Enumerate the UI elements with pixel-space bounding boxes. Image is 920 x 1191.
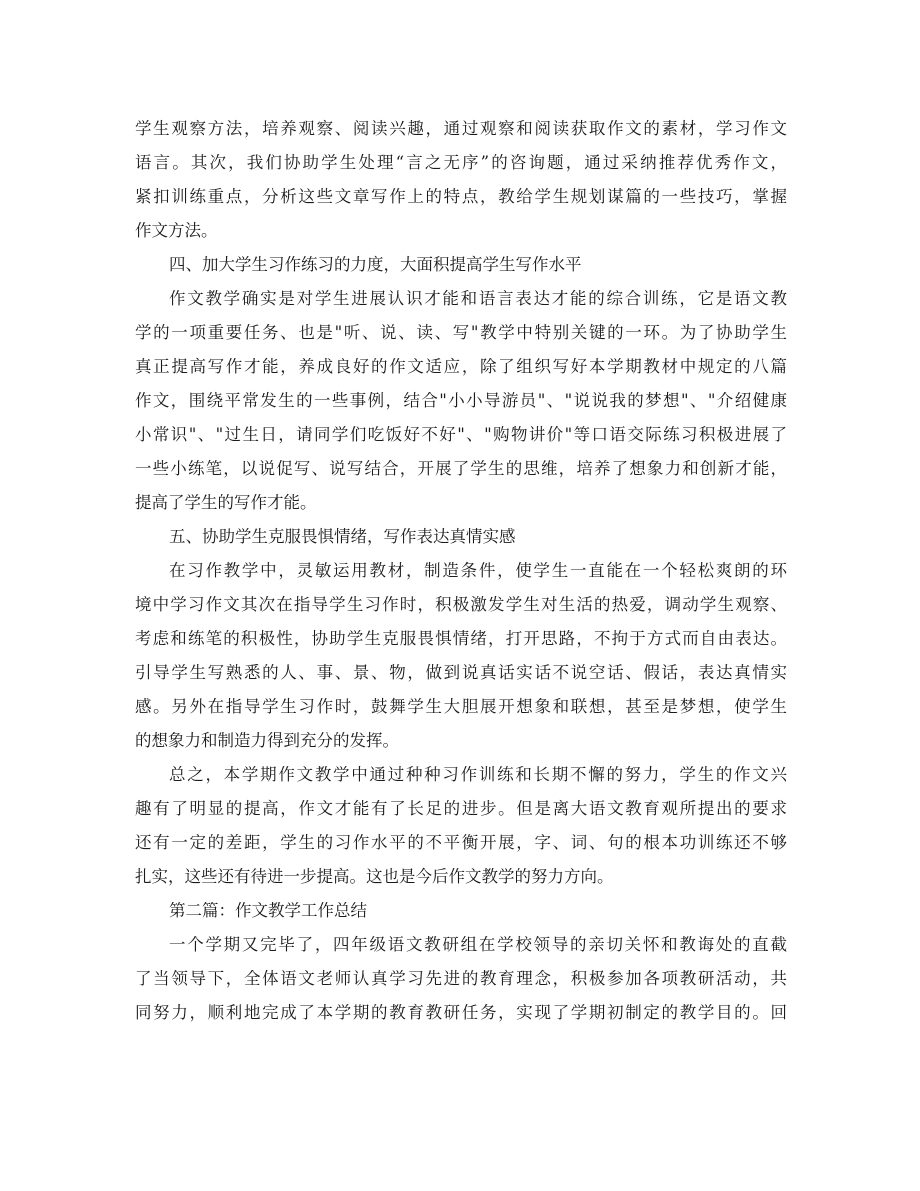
text-line: 的想象力和制造力得到充分的发挥。	[135, 731, 399, 750]
text-line: 感。另外在指导学生习作时，鼓舞学生大胆展开想象和联想，甚至是梦想，使学生	[135, 697, 787, 716]
text-line: 总之，本学期作文教学中通过种种习作训练和长期不懈的努力，学生的作文兴	[169, 765, 787, 784]
text-line: 学的一项重要任务、也是"听、说、读、写"教学中特别关键的一环。为了协助学生	[135, 323, 787, 342]
text-line: 四、加大学生习作练习的力度，大面积提高学生写作水平	[169, 255, 582, 274]
text-line: 在习作教学中，灵敏运用教材，制造条件，使学生一直能在一个轻松爽朗的环	[169, 561, 787, 580]
text-line: 语言。其次，我们协助学生处理“言之无序”的咨询题，通过采纳推荐优秀作文，	[135, 153, 787, 172]
text-line: 学生观察方法，培养观察、阅读兴趣，通过观察和阅读获取作文的素材，学习作文	[135, 119, 787, 138]
text-line: 趣有了明显的提高，作文才能有了长足的进步。但是离大语文教育观所提出的要求	[135, 799, 787, 818]
text-line: 一些小练笔，以说促写、说写结合，开展了学生的思维，培养了想象力和创新才能，	[135, 459, 787, 478]
text-line: 境中学习作文其次在指导学生习作时，积极激发学生对生活的热爱，调动学生观察、	[135, 595, 787, 614]
text-line: 紧扣训练重点，分析这些文章写作上的特点，教给学生规划谋篇的一些技巧，掌握	[135, 187, 787, 206]
text-line: 五、协助学生克服畏惧情绪，写作表达真情实感	[169, 527, 516, 546]
text-line: 作文教学确实是对学生进展认识才能和语言表达才能的综合训练，它是语文教	[169, 289, 787, 308]
text-line: 真正提高写作才能，养成良好的作文适应，除了组织写好本学期教材中规定的八篇	[135, 357, 787, 376]
text-line: 小常识"、"过生日，请同学们吃饭好不好"、"购物讲价"等口语交际练习积极进展了	[135, 425, 787, 444]
text-line: 同努力，顺利地完成了本学期的教育教研任务，实现了学期初制定的教学目的。回	[135, 1003, 787, 1022]
document-body	[135, 112, 787, 1030]
text-line: 第二篇：作文教学工作总结	[169, 901, 367, 920]
text-line: 还有一定的差距，学生的习作水平的不平衡开展，字、词、句的根本功训练还不够	[135, 833, 787, 852]
text-line: 考虑和练笔的积极性，协助学生克服畏惧情绪，打开思路，不拘于方式而自由表达。	[135, 629, 787, 648]
text-line: 作文，围绕平常发生的一些事例，结合"小小导游员"、"说说我的梦想"、"介绍健康	[135, 391, 787, 410]
text-line: 一个学期又完毕了，四年级语文教研组在学校领导的亲切关怀和教诲处的直截	[169, 935, 787, 954]
text-line: 提高了学生的写作才能。	[135, 493, 317, 512]
text-line: 了当领导下，全体语文老师认真学习先进的教育理念，积极参加各项教研活动，共	[135, 969, 787, 988]
text-line: 扎实，这些还有待进一步提高。这也是今后作文教学的努力方向。	[135, 867, 614, 886]
text-line: 引导学生写熟悉的人、事、景、物，做到说真话实话不说空话、假话，表达真情实	[135, 663, 787, 682]
text-line: 作文方法。	[135, 221, 218, 240]
